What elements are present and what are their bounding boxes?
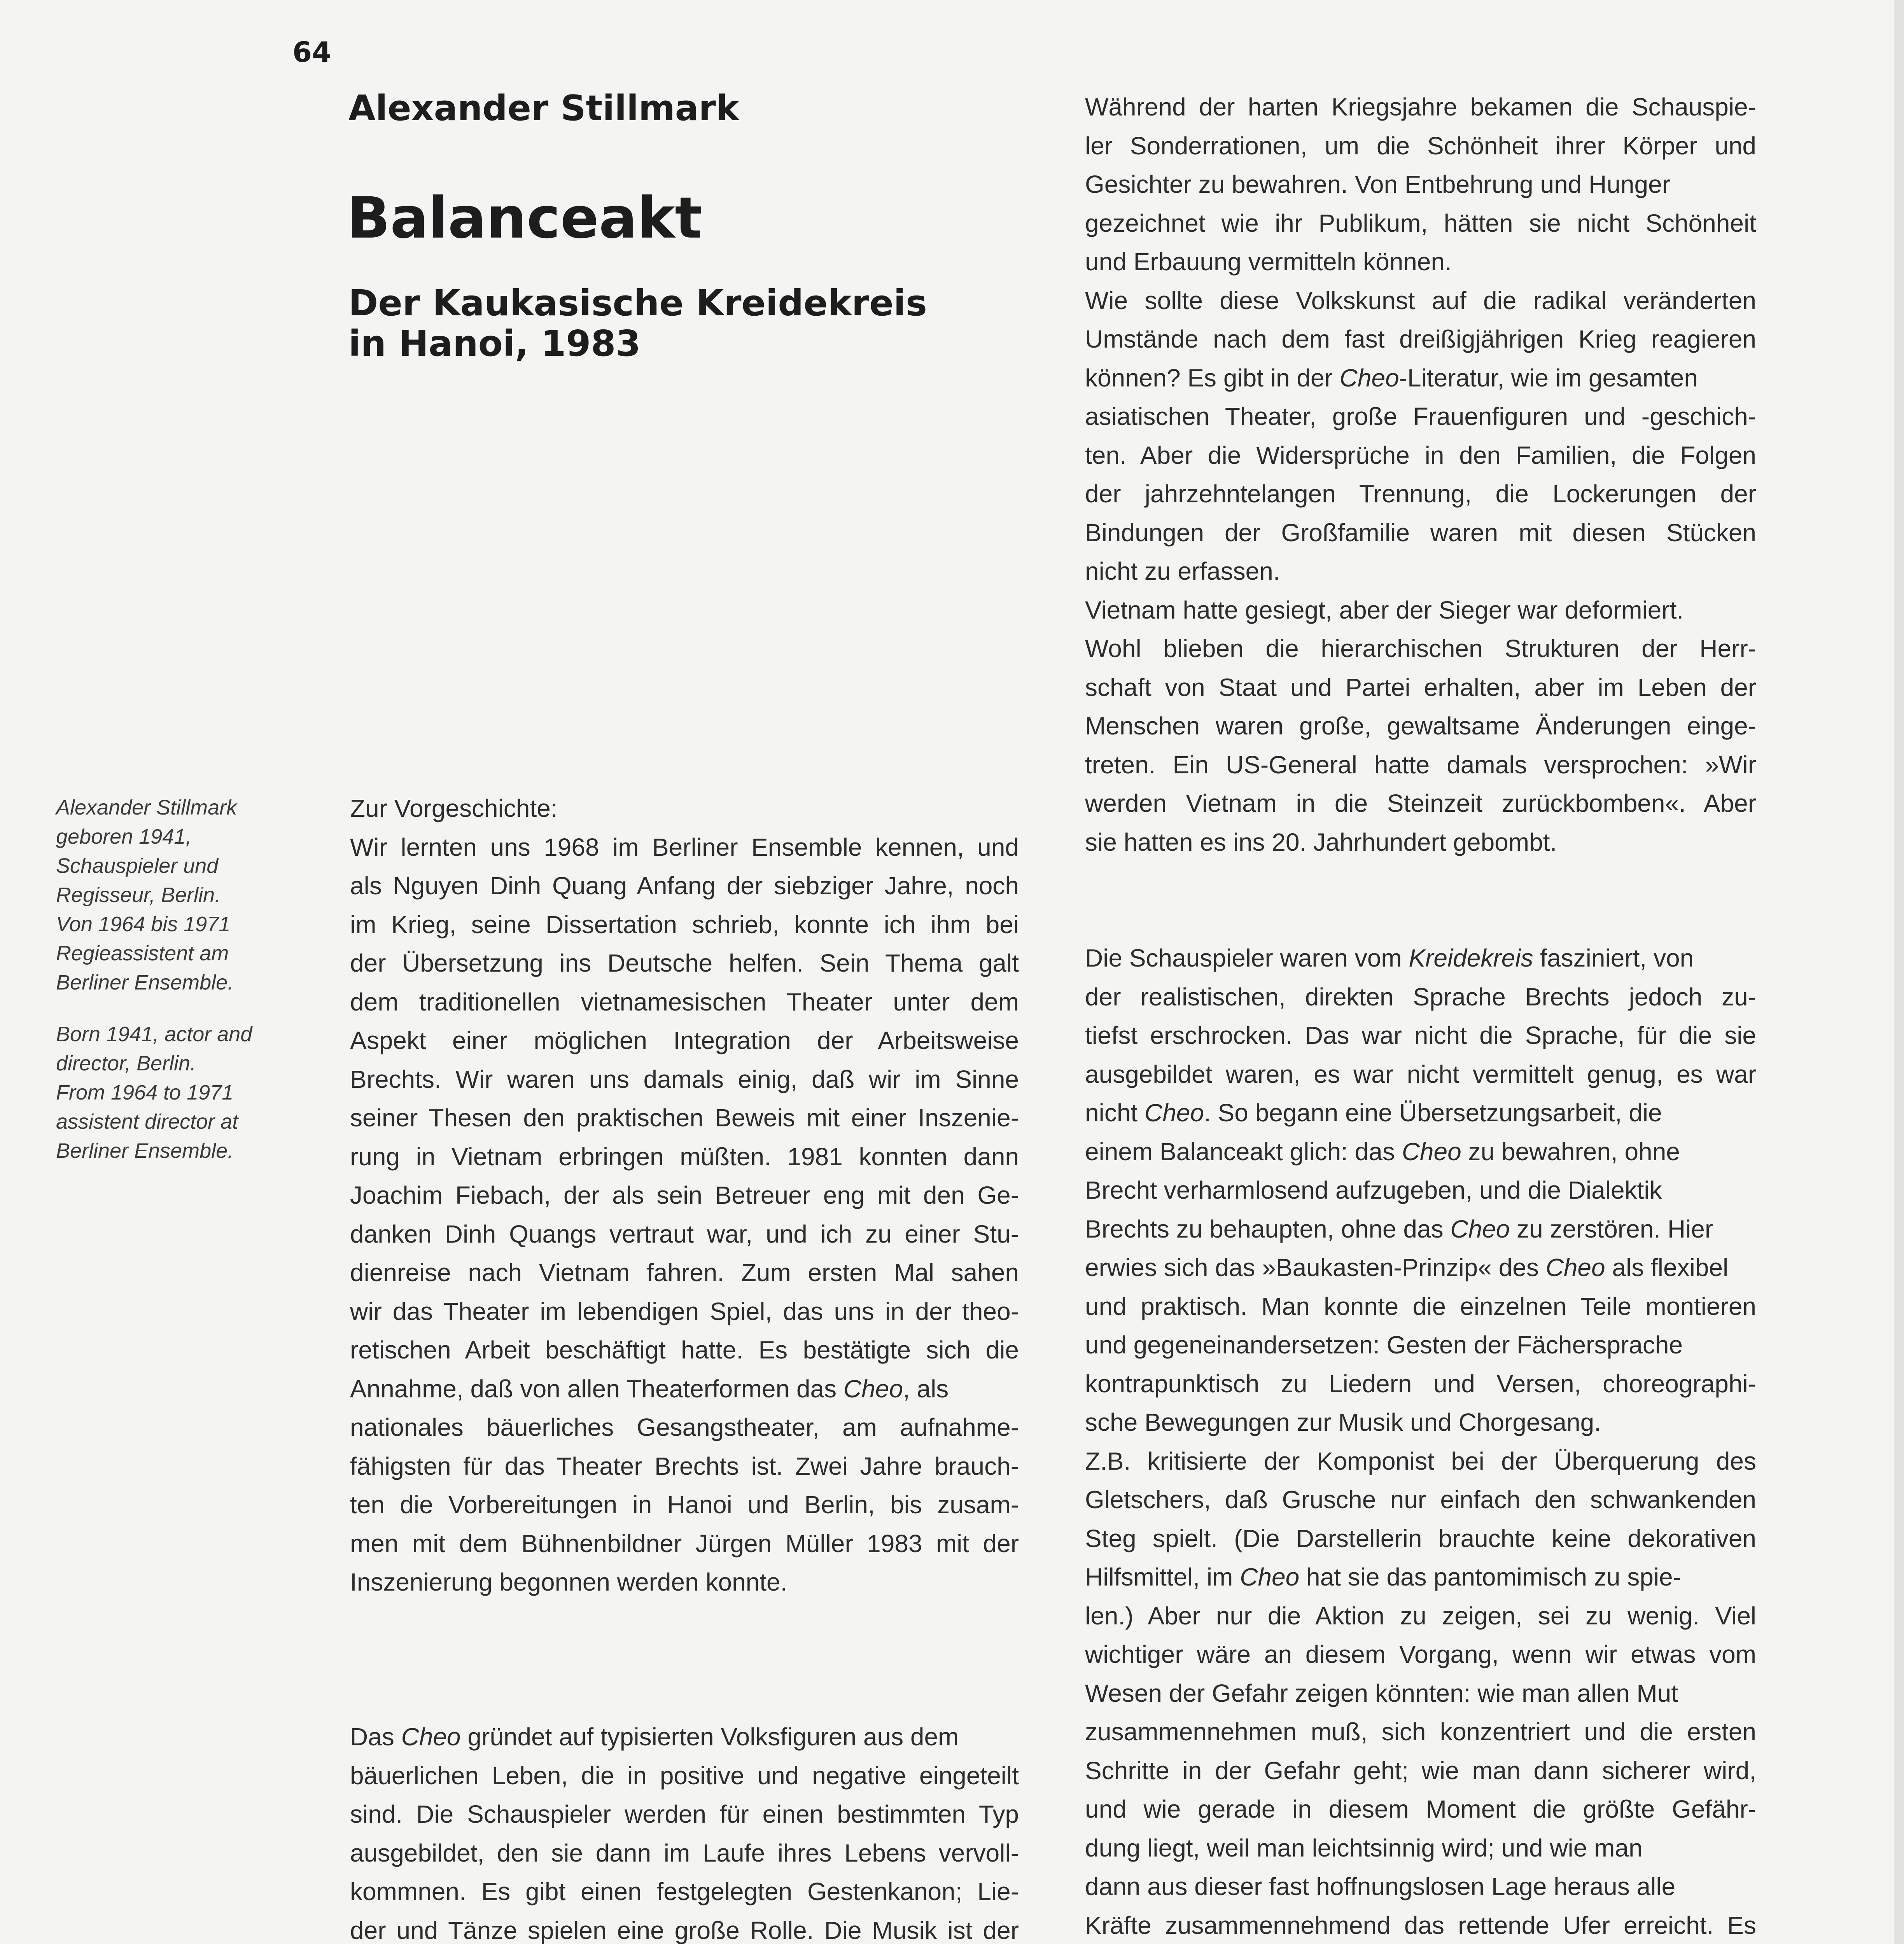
sidenote-line: From 1964 to 1971 xyxy=(56,1081,234,1104)
sidenote-line: geboren 1941, xyxy=(56,825,192,848)
text-line: danken Dinh Quangs vertraut war, und ich zu einer Stu- xyxy=(350,1220,1019,1248)
text-line: Brecht verharmlosend aufzugeben, und die Dialektik xyxy=(1085,1176,1662,1204)
author-sidenote xyxy=(56,793,297,1166)
text-line: kontrapunktisch zu Liedern und Versen, choreographi- xyxy=(1085,1369,1756,1398)
text-line: Vietnam hatte gesiegt, aber der Sieger war deformiert. xyxy=(1085,596,1684,624)
text-line: der und Tänze spielen eine große Rolle. Die Musik ist der xyxy=(350,1916,1019,1944)
text-line: Zur Vorgeschichte: xyxy=(350,794,558,822)
text-line xyxy=(350,1718,1019,1757)
sidenote-line: director, Berlin. xyxy=(56,1052,196,1075)
text-line: schaft von Staat und Partei erhalten, aber im Leben der xyxy=(1085,673,1756,701)
text-line: Wir lernten uns 1968 im Berliner Ensemble kennen, und xyxy=(350,833,1019,861)
text-segment: hat sie das pantomimisch zu spie- xyxy=(1299,1563,1681,1591)
text-line: Während der harten Kriegsjahre bekamen die Schauspie- xyxy=(1085,93,1756,121)
article-title: Balanceakt xyxy=(347,185,702,251)
text-line: Inszenierung begonnen werden konnte. xyxy=(350,1568,788,1596)
text-line: sche Bewegungen zur Musik und Chorgesang. xyxy=(1085,1408,1601,1436)
text-line: Kräfte zusammennehmend das rettende Ufer erreicht. Es xyxy=(1085,1911,1756,1939)
cheo-term: Cheo xyxy=(1402,1137,1461,1166)
sidenote-line: Berliner Ensemble. xyxy=(56,971,234,994)
sidenote-line: assistent director at xyxy=(56,1110,238,1133)
text-line: ten. Aber die Widersprüche in den Familien, die Folgen xyxy=(1085,441,1756,469)
text-line: ler Sonderrationen, um die Schönheit ihrer Körper und xyxy=(1085,131,1756,160)
text-line: ten die Vorbereitungen in Hanoi und Berlin, bis zusam- xyxy=(350,1491,1019,1519)
text-segment: erwies sich das »Baukasten-Prinzip« des xyxy=(1085,1253,1546,1281)
text-line: seiner Thesen den praktischen Beweis mit einer Inszenie- xyxy=(350,1104,1019,1132)
cheo-term: Cheo xyxy=(1144,1099,1204,1127)
text-line: tiefst erschrocken. Das war nicht die Sprache, für die sie xyxy=(1085,1021,1756,1049)
text-line xyxy=(1085,1248,1756,1287)
text-line: Joachim Fiebach, der als sein Betreuer eng mit den Ge- xyxy=(350,1181,1019,1209)
text-line: der Übersetzung ins Deutsche helfen. Sein Thema galt xyxy=(350,949,1019,977)
right-column xyxy=(1085,88,1756,1944)
text-line: zusammennehmen muß, sich konzentriert und die ersten xyxy=(1085,1718,1756,1746)
text-segment: einem Balanceakt glich: das xyxy=(1085,1137,1402,1166)
text-line: sind. Die Schauspieler werden für einen bestimmten Typ xyxy=(350,1800,1019,1828)
text-line: wir das Theater im lebendigen Spiel, das uns in der theo- xyxy=(350,1297,1019,1325)
subtitle-line: Der Kaukasische Kreidekreis xyxy=(348,282,927,324)
left-column xyxy=(350,789,1019,1944)
text-line: Z.B. kritisierte der Komponist bei der Überquerung des xyxy=(1085,1447,1756,1475)
text-segment: zu zerstören. Hier xyxy=(1510,1215,1713,1243)
text-line: gezeichnet wie ihr Publikum, hätten sie nicht Schönheit xyxy=(1085,209,1756,237)
text-segment: können? Es gibt in der xyxy=(1085,364,1340,392)
text-line: Steg spielt. (Die Darstellerin brauchte keine dekorativen xyxy=(1085,1524,1756,1552)
text-line: bäuerlichen Leben, die in positive und negative eingeteilt xyxy=(350,1761,1019,1790)
text-line: wichtiger wäre an diesem Vorgang, wenn wir etwas vom xyxy=(1085,1640,1756,1668)
text-line: Bindungen der Großfamilie waren mit diesen Stücken xyxy=(1085,518,1756,547)
cheo-term: Cheo xyxy=(1240,1563,1300,1591)
text-line xyxy=(1085,1094,1756,1133)
text-line: kommnen. Es gibt einen festgelegten Gestenkanon; Lie- xyxy=(350,1878,1019,1906)
text-line: und Erbauung vermitteln können. xyxy=(1085,248,1452,276)
sidenote-english xyxy=(56,1020,297,1166)
text-line: len.) Aber nur die Aktion zu zeigen, sei zu wenig. Viel xyxy=(1085,1601,1756,1630)
sidenote-german xyxy=(56,793,297,997)
text-line: Gesichter zu bewahren. Von Entbehrung und Hunger xyxy=(1085,170,1670,198)
text-segment: Hilfsmittel, im xyxy=(1085,1563,1240,1591)
text-line: ausgebildet waren, es war nicht vermittelt genug, es war xyxy=(1085,1060,1756,1088)
text-line: Wohl blieben die hierarchischen Strukturen der Herr- xyxy=(1085,635,1756,663)
text-line: dienreise nach Vietnam fahren. Zum ersten Mal sahen xyxy=(350,1259,1019,1287)
cheo-term: Cheo xyxy=(843,1374,903,1403)
text-line: Wie sollte diese Volkskunst auf die radikal veränderten xyxy=(1085,286,1756,315)
text-segment: Annahme, daß von allen Theaterformen das xyxy=(350,1374,844,1403)
text-segment: -Literatur, wie im gesamten xyxy=(1399,364,1698,392)
text-line xyxy=(1085,1133,1756,1171)
text-line: und wie gerade in diesem Moment die größte Gefähr- xyxy=(1085,1795,1756,1823)
text-line: nationales bäuerliches Gesangstheater, am aufnahme- xyxy=(350,1413,1019,1441)
page-edge-shadow xyxy=(1894,0,1904,1944)
text-line: dung liegt, weil man leichtsinnig wird; und wie man xyxy=(1085,1834,1643,1862)
page-number: 64 xyxy=(292,36,332,68)
text-segment: nicht xyxy=(1085,1099,1144,1127)
text-line: asiatischen Theater, große Frauenfiguren und -geschich- xyxy=(1085,402,1756,430)
text-segment: Die Schauspieler waren vom xyxy=(1085,944,1409,972)
author-name: Alexander Stillmark xyxy=(348,88,739,129)
text-line: und praktisch. Man konnte die einzelnen Teile montieren xyxy=(1085,1292,1756,1320)
text-line: rung in Vietnam erbringen müßten. 1981 konnten dann xyxy=(350,1142,1019,1171)
sidenote-line: Berliner Ensemble. xyxy=(56,1139,234,1163)
text-line: treten. Ein US-General hatte damals versprochen: »Wir xyxy=(1085,750,1756,779)
text-line: der jahrzehntelangen Trennung, die Lockerungen der xyxy=(1085,480,1756,508)
text-line: men mit dem Bühnenbildner Jürgen Müller 1983 mit der xyxy=(350,1529,1019,1558)
text-line: Menschen waren große, gewaltsame Änderungen einge- xyxy=(1085,712,1756,740)
text-line: dann aus dieser fast hoffnungslosen Lage heraus alle xyxy=(1085,1872,1676,1900)
sidenote-line: Von 1964 bis 1971 xyxy=(56,913,231,936)
text-line xyxy=(1085,939,1756,978)
text-line xyxy=(1085,1210,1756,1249)
cheo-term: Cheo xyxy=(1339,364,1399,392)
text-line: Aspekt einer möglichen Integration der Arbeitsweise xyxy=(350,1026,1019,1054)
text-line xyxy=(1085,1558,1756,1597)
text-line: werden Vietnam in die Steinzeit zurückbomben«. Aber xyxy=(1085,789,1756,817)
sidenote-line: Schauspieler und xyxy=(56,854,219,878)
text-segment: Das xyxy=(350,1723,401,1751)
text-line: retischen Arbeit beschäftigt hatte. Es bestätigte sich die xyxy=(350,1336,1019,1364)
sidenote-line: Born 1941, actor and xyxy=(56,1023,252,1046)
text-line: ausgebildet, den sie dann im Laufe ihres Lebens vervoll- xyxy=(350,1839,1019,1867)
text-segment: gründet auf typisierten Volksfiguren aus dem xyxy=(460,1723,959,1751)
text-line: sie hatten es ins 20. Jahrhundert gebombt. xyxy=(1085,828,1557,856)
text-segment: . So begann eine Übersetzungsarbeit, die xyxy=(1204,1099,1662,1127)
text-line: Wesen der Gefahr zeigen könnten: wie man allen Mut xyxy=(1085,1679,1678,1707)
text-segment: zu bewahren, ohne xyxy=(1461,1137,1680,1166)
text-line: Brechts. Wir waren uns damals einig, daß wir im Sinne xyxy=(350,1065,1019,1093)
cheo-term: Cheo xyxy=(401,1723,461,1751)
text-line: als Nguyen Dinh Quang Anfang der siebziger Jahre, noch xyxy=(350,872,1019,900)
text-line: Gletschers, daß Grusche nur einfach den schwankenden xyxy=(1085,1486,1756,1514)
text-line: Umstände nach dem fast dreißigjährigen Krieg reagieren xyxy=(1085,325,1756,353)
sidenote-line: Regisseur, Berlin. xyxy=(56,883,221,907)
text-segment: Brechts zu behaupten, ohne das xyxy=(1085,1215,1451,1243)
kreidekreis-term: Kreidekreis xyxy=(1409,944,1533,972)
text-segment: fasziniert, von xyxy=(1533,944,1694,972)
cheo-term: Cheo xyxy=(1450,1215,1510,1243)
text-line xyxy=(1085,359,1756,398)
text-line: und gegeneinandersetzen: Gesten der Fächersprache xyxy=(1085,1331,1683,1359)
text-segment: , als xyxy=(903,1374,949,1403)
text-line: dem traditionellen vietnamesischen Theater unter dem xyxy=(350,988,1019,1016)
sidenote-line: Alexander Stillmark xyxy=(56,796,237,819)
text-line: der realistischen, direkten Sprache Brechts jedoch zu- xyxy=(1085,982,1756,1011)
sidenote-line: Regieassistent am xyxy=(56,942,229,965)
text-segment: als flexibel xyxy=(1605,1253,1729,1281)
subtitle-line: in Hanoi, 1983 xyxy=(348,323,641,364)
text-line xyxy=(350,1370,1019,1409)
text-line: fähigsten für das Theater Brechts ist. Zwei Jahre brauch- xyxy=(350,1452,1019,1480)
cheo-term: Cheo xyxy=(1545,1253,1605,1281)
text-line: im Krieg, seine Dissertation schrieb, konnte ich ihm bei xyxy=(350,910,1019,939)
text-line: nicht zu erfassen. xyxy=(1085,557,1280,585)
article-subtitle xyxy=(348,283,927,364)
text-line: Schritte in der Gefahr geht; wie man dann sicherer wird, xyxy=(1085,1756,1756,1785)
